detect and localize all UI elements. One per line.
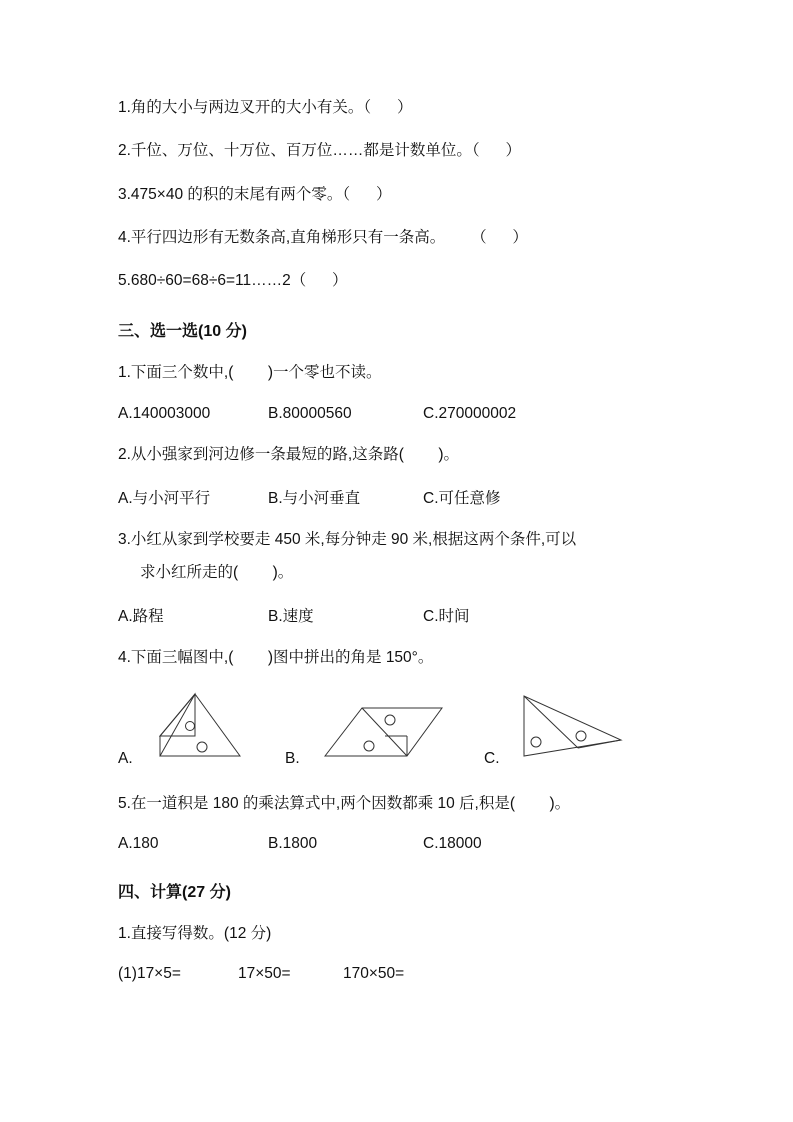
choice-q4-figure-b-block[interactable] bbox=[285, 690, 462, 770]
choice-q3-option-c[interactable]: C.时间 bbox=[423, 608, 470, 626]
choice-q2-option-c[interactable]: C.可任意修 bbox=[423, 489, 501, 507]
judge-item-5: 5.680÷60=68÷6=11……2（ ） bbox=[118, 272, 348, 289]
choice-q4-figures bbox=[118, 690, 688, 770]
judge-item-3: 3.475×40 的积的末尾有两个零。（ ） bbox=[118, 185, 392, 203]
choice-q5-stem: 5.在一道积是 180 的乘法算式中,两个因数都乘 10 后,积是( )。 bbox=[118, 794, 571, 812]
choice-section-heading: 三、选一选(10 分) bbox=[118, 323, 247, 341]
choice-q1-stem: 1.下面三个数中,( )一个零也不读。 bbox=[118, 364, 382, 382]
choice-q3-stem-cont: 求小红所走的( )。 bbox=[140, 564, 294, 581]
choice-q2-stem: 2.从小强家到河边修一条最短的路,这条路( )。 bbox=[118, 445, 460, 463]
calc-sub-heading-1: 1.直接写得数。(12 分) bbox=[118, 924, 272, 942]
page-content bbox=[118, 96, 688, 1003]
choice-q2-option-b[interactable]: B.与小河垂直 bbox=[268, 489, 361, 507]
choice-q2-options bbox=[118, 486, 688, 508]
judge-item-4: 4.平行四边形有无数条高,直角梯形只有一条高。 （ ） bbox=[118, 228, 528, 246]
triangle-pair-figure-b-icon bbox=[307, 690, 462, 770]
judge-item-2: 2.千位、万位、十万位、百万位……都是计数单位。（ ） bbox=[118, 142, 522, 160]
choice-q4-figure-a-block[interactable] bbox=[118, 690, 255, 770]
choice-q3-option-b[interactable]: B.速度 bbox=[268, 608, 314, 626]
judge-item-1: 1.角的大小与两边叉开的大小有关。（ ） bbox=[118, 99, 413, 116]
calc-item-3[interactable]: 170×50= bbox=[343, 965, 405, 982]
choice-q3-option-a[interactable]: A.路程 bbox=[118, 608, 164, 626]
triangle-pair-figure-a-icon bbox=[140, 690, 255, 770]
choice-q1-option-c[interactable]: C.270000002 bbox=[423, 404, 517, 422]
triangle-pair-figure-c-icon bbox=[506, 690, 646, 770]
choice-q1-options bbox=[118, 405, 688, 423]
calc-row-1 bbox=[118, 965, 688, 983]
choice-q4-label-a: A. bbox=[118, 749, 133, 767]
choice-q1-option-a[interactable]: A.140003000 bbox=[118, 404, 211, 422]
choice-q2-option-a[interactable]: A.与小河平行 bbox=[118, 489, 211, 507]
choice-q4-label-b: B. bbox=[285, 749, 300, 767]
choice-q5-option-c[interactable]: C.18000 bbox=[423, 834, 482, 852]
choice-q4-figure-c-block[interactable] bbox=[484, 690, 646, 770]
choice-q1-option-b[interactable]: B.80000560 bbox=[268, 404, 352, 422]
choice-q5-option-a[interactable]: A.180 bbox=[118, 834, 159, 852]
choice-q5-option-b[interactable]: B.1800 bbox=[268, 834, 318, 852]
choice-q4-stem: 4.下面三幅图中,( )图中拼出的角是 150°。 bbox=[118, 649, 434, 667]
calc-item-1[interactable]: (1)17×5= bbox=[118, 965, 181, 982]
choice-q5-options bbox=[118, 835, 688, 853]
calc-section-heading: 四、计算(27 分) bbox=[118, 883, 231, 901]
calc-item-2[interactable]: 17×50= bbox=[238, 965, 291, 982]
choice-q4-label-c: C. bbox=[484, 749, 500, 767]
choice-q3-options bbox=[118, 604, 688, 626]
choice-q3-stem: 3.小红从家到学校要走 450 米,每分钟走 90 米,根据这两个条件,可以 bbox=[118, 530, 577, 548]
